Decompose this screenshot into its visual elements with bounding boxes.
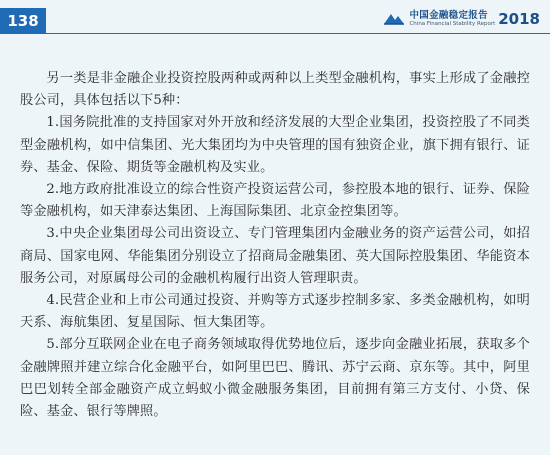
header-rule [46, 33, 550, 34]
paragraph-item-1: 1.国务院批准的支持国家对外开放和经济发展的大型企业集团，投资控股了不同类型金融机构，如中信集团、光大集团均为中央管理的国有独资企业，旗下拥有银行、证券、基金、保险、期货等金融机构及实业。 [20, 115, 530, 175]
paragraph-item-2: 2.地方政府批准设立的综合性资产投资运营公司，参控股本地的银行、证券、保险等金融机构，如天津泰达集团、上海国际集团、北京金控集团等。 [20, 182, 530, 220]
paragraph-item-5: 5.部分互联网企业在电子商务领域取得优势地位后，逐步向金融业拓展，获取多个金融牌照并建立综合化金融平台，如阿里巴巴、腾讯、苏宁云商、京东等。其中，阿里巴巴划转全部金融资产成立蚂蚁小微金融服务集团，目前拥有第三方支付、小贷、保险、基金、银行等牌照。 [20, 337, 530, 420]
paragraph-item-3: 3.中央企业集团母公司出资设立、专门管理集团内金融业务的资产运营公司，如招商局、国家电网、华能集团分别设立了招商局金融集团、英大国际控股集团、华能资本服务公司，对原属母公司的金融机构履行出资人管理职责。 [20, 226, 530, 286]
report-title-en: China Financial Stability Report [409, 21, 496, 27]
page-number: 138 [0, 8, 46, 34]
paragraph-intro: 另一类是非金融企业投资控股两种或两种以上类型金融机构，事实上形成了金融控股公司，具体包括以下5种： [20, 71, 530, 109]
report-title-cn: 中国金融稳定报告 [409, 9, 488, 21]
report-year: 2018 [498, 10, 540, 28]
report-brand [383, 6, 540, 32]
brand-text [409, 11, 495, 28]
report-logo-icon [383, 11, 405, 27]
page-header [0, 0, 550, 40]
body-text [20, 68, 530, 423]
paragraph-item-4: 4.民营企业和上市公司通过投资、并购等方式逐步控制多家、多类金融机构，如明天系、海航集团、复星国际、恒大集团等。 [20, 293, 530, 331]
